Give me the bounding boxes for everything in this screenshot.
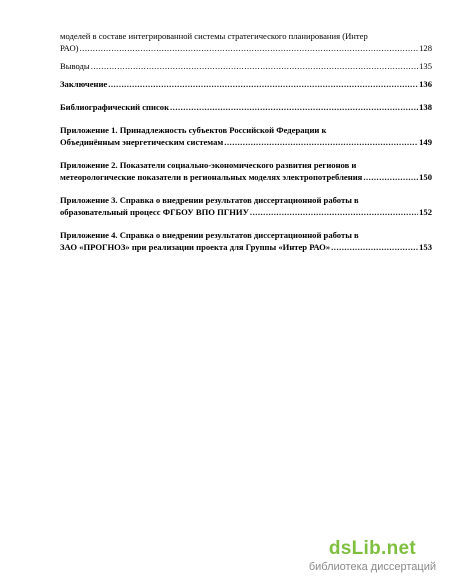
dot-leader xyxy=(108,78,418,90)
toc-entry-models xyxy=(60,30,432,54)
toc-page-number: 138 xyxy=(419,102,432,112)
watermark-subtitle: библиотека диссертаций xyxy=(308,561,436,573)
toc-entry-appendix-4 xyxy=(60,229,432,253)
toc-entry-text: образовательный процесс ФГБОУ ВПО ПГНИУ xyxy=(60,207,249,217)
dot-leader xyxy=(250,206,418,218)
table-of-contents xyxy=(60,30,432,253)
toc-entry-text: моделей в составе интегрированной системы стратегического планирования (Интер xyxy=(60,31,368,41)
toc-page-number: 153 xyxy=(419,242,432,252)
toc-page-number: 149 xyxy=(419,137,432,147)
watermark xyxy=(309,539,436,574)
toc-entry-text: метеорологические показатели в региональных моделях электропотребления xyxy=(60,172,363,182)
dot-leader xyxy=(363,171,418,183)
toc-page-number: 128 xyxy=(419,43,432,53)
toc-entry-conclusion xyxy=(60,78,432,90)
toc-entry-text: Приложение 1. Принадлежность субъектов Российской Федерации к xyxy=(60,125,327,135)
toc-entry-text: ЗАО «ПРОГНОЗ» при реализации проекта для Группы «Интер РАО» xyxy=(60,242,331,252)
toc-entry-text: Приложение 2. Показатели социально-экономического развития регионов и xyxy=(60,160,357,170)
toc-entry-conclusions xyxy=(60,60,432,72)
toc-page-number: 150 xyxy=(419,172,432,182)
toc-page-number: 152 xyxy=(419,207,432,217)
dot-leader xyxy=(224,136,418,148)
toc-entry-text: Заключение xyxy=(60,79,108,89)
toc-entry-text: Библиографический список xyxy=(60,102,170,112)
dot-leader xyxy=(331,241,418,253)
toc-entry-text: Объединённым энергетическим системам xyxy=(60,137,224,147)
dot-leader xyxy=(80,42,419,54)
toc-page-number: 135 xyxy=(419,61,432,71)
toc-page-number: 136 xyxy=(419,79,432,89)
toc-entry-appendix-2 xyxy=(60,159,432,183)
toc-entry-text: Приложение 4. Справка о внедрении результатов диссертационной работы в xyxy=(60,230,359,240)
toc-entry-text: Выводы xyxy=(60,61,90,71)
toc-entry-text: РАО) xyxy=(60,43,79,53)
toc-entry-appendix-1 xyxy=(60,124,432,148)
dot-leader xyxy=(91,60,418,72)
watermark-logo: dsLib.net xyxy=(328,538,416,559)
toc-entry-appendix-3 xyxy=(60,194,432,218)
toc-entry-text: Приложение 3. Справка о внедрении результатов диссертационной работы в xyxy=(60,195,359,205)
dot-leader xyxy=(170,101,418,113)
toc-entry-bibliography xyxy=(60,101,432,113)
